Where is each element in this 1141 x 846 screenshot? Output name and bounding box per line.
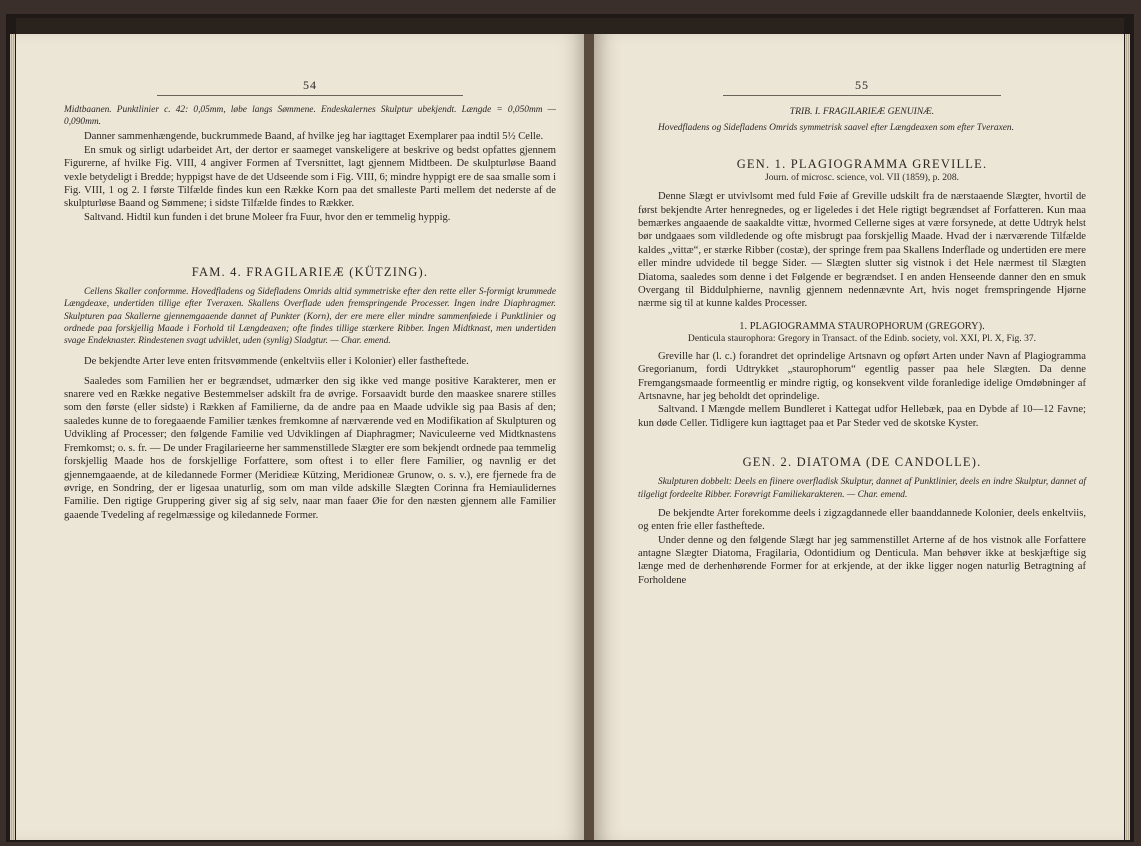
right-page (594, 34, 1124, 840)
species-intro: Midtbaanen. Punktlinier c. 42: 0,05mm, løbe langs Sømmene. Endeskalernes Skulptur ubekjendt. Længde = 0,050mm — 0,090mm. (64, 105, 556, 128)
genus-description: Skulpturen dobbelt: Deels en fiinere overfladisk Skulptur, dannet af Punktlinier, deels en indre Skulptur, dannet af tilgeligt fordeelte Ribber. Forøvrigt Familiekarakteren. — Char. emend. (638, 477, 1086, 500)
right-page-content (638, 78, 1086, 587)
book-spread (6, 14, 1134, 842)
habitat-paragraph: Saltvand. I Mængde mellem Bundleret i Kattegat udfor Hellebæk, paa en Dybde af 10—12 Favne; kun døde Celler. Tidligere kun iagttaget paa et Par Steder ved de skotske Kyster. (638, 404, 1086, 429)
page-edges-right (1125, 34, 1130, 840)
left-page-number: 54 (303, 78, 317, 92)
habitat-paragraph: Saltvand. Hidtil kun funden i det brune Moleer fra Fuur, hvor den er temmelig hyppig. (84, 211, 451, 223)
left-page-content (64, 78, 556, 522)
paragraph: De bekjendte Arter forekomme deels i zigzagdannede eller baanddannede Kolonier, deels enkeltviis, og enten frie eller fastheftede. (638, 507, 1086, 533)
left-page (16, 34, 586, 840)
book-cover-top (16, 18, 1124, 34)
header-rule (723, 95, 1001, 96)
page-edges-left (10, 34, 15, 840)
header-rule (157, 95, 462, 96)
species-heading: 1. PLAGIOGRAMMA STAUROPHORUM (GREGORY). (739, 320, 985, 332)
paragraph: Under denne og den følgende Slægt har jeg sammenstillet Arterne af de hos vistnok alle Forfattere antagne Slægter Diatoma, Fragilaria, Odontidium og Denticula. Man behøver ikke at beskjæftige sig længe med de derhenhørende Former for at erkjende, at der ikke ligger nogen naturlig Betragtning af Forholdene (638, 534, 1086, 586)
paragraph: Greville har (l. c.) forandret det oprindelige Artsnavn og opført Arten under Navn af Plagiogramma Gregorianum, fordi Udtrykket „staurophorum“ egentlig passer paa hele Slægten. Da denne Fremgangsmaade formeentlig er mindre rigtig, og konsekvent vilde foranledige idelige Omdøbninger af Artsnavne, har jeg beholdt det oprindelige. (638, 350, 1086, 403)
genus-reference: Journ. of microsc. science, vol. VII (1859), p. 208. (764, 172, 960, 184)
paragraph: Danner sammenhængende, buckrummede Baand, af hvilke jeg har iagttaget Exemplarer paa indtil 5½ Celle. (84, 131, 544, 143)
paragraph: De bekjendte Arter leve enten fritsvømmende (enkeltviis eller i Kolonier) eller fastheftede. (84, 356, 469, 368)
right-page-number: 55 (855, 78, 869, 92)
paragraph: Saaledes som Familien her er begrændset, udmærker den sig ikke ved mange positive Karakterer, men er snarere ved en Række negative Bestemmelser adskilt fra de øvrige. Forsaavidt burde den maaskee snarere stilles som den første (eller sidste) i Rækken af Familierne, da de andre paa en Maade udvikle sig paa Basis af den; saaledes kunne de to foregaaende Familier tænkes fremkomne af nærværende ved en Modifikation af Skulpturen og Udvikling af Processer; den følgende Familie ved Udviklingen af Diaphragmer; Naviculeerne ved Midtknastens Fremkomst; o. s. fr. — De under Fragilarieerne her sammenstillede Slægter ere som bekjendt ordnede paa temmelig forskjellig Maade hos de forskjellige Forfattere, som oftest i to eller flere Familier, og navnlig er det gjennemgaaende, at de kiledannede Former (Meridieæ Kützing, Meridioneæ Grunow, o. s. v.), ere fjernede fra de øvrige, en Sondring, der er ligesaa unaturlig, som om man vilde adskille Slægten Corinna fra Hemiaulidernes Familie. Den rigtige Gruppering giver sig af sig selv, naar man faaer Øie for den næsten gjennem alle Familier gaaende Tvedeling af regelmæssige og kiledannede Former. (64, 375, 556, 521)
genus-heading: GEN. 2. DIATOMA (DE CANDOLLE). (742, 455, 982, 470)
family-heading: FAM. 4. FRAGILARIEÆ (KÜTZING). (191, 265, 429, 280)
paragraph: Denne Slægt er utvivlsomt med fuld Føie af Greville udskilt fra de nærstaaende Slægter, hvortil de først bekjendte Arter henregnedes, og er ligeledes i det Hele rigtigt begrændset af Forfatteren. Kun maa bemærkes angaaende de saakaldte vittæ, hvormed Cellerne siges at være forsynede, at dette Udtryk helst bør undgaaes som vildledende og ofte misbrugt paa forskjellig Maade. Hvad der i nærværende Tilfælde kaldes „vittæ“, er stærke Ribber (costæ), der springe frem paa Skallens Inderflade og undertiden ere mere eller mindre udvidede til begge Sider. — Slægten slutter sig vistnok i det Hele nærmest til Slægten Diatoma, saaledes som denne i det Følgende er begrændset. I en anden Henseende danner den en smuk Overgang til Biddulphierne, navnlig gjennem nedennævnte Art, hvis noget fremspringende Hjørne nærme sig til at kunne kaldes Processer. (638, 191, 1086, 310)
paragraph: En smuk og sirligt udarbeidet Art, der dertor er saameget vanskeligere at beskrive og bedst opfattes gjennem Figurerne, af hvilke Fig. VIII, 4 angiver Formen af Tversnittet, lagt gjennem Midtbeen. De skulpturløse Baand vexle betydeligt i Bredde; hyppigst have de det Udseende som i Fig. VIII, 6; mindre hyppigt ere de saa smalle som i Fig. VIII, 1 og 2. I første Tilfælde findes kun een Række Korn paa det smalleste Parti mellem det nederste af de skulpturløse Baand og Sømmene; i sidste Tilfælde findes to Rækker. (64, 144, 557, 210)
genus-heading: GEN. 1. PLAGIOGRAMMA GREVILLE. (736, 157, 988, 172)
tribe-description: Hovedfladens og Sidefladens Omrids symmetrisk saavel efter Længdeaxen som efter Tveraxen. (658, 123, 1014, 133)
species-reference: Denticula staurophora: Gregory in Transact. of the Edinb. society, vol. XXI, Pl. X, Fig. 37. (687, 332, 1037, 344)
tribe-heading: TRIB. I. FRAGILARIEÆ GENUINÆ. (789, 106, 935, 117)
family-description: Cellens Skaller conformme. Hovedfladens og Sidefladens Omrids altid symmetriske efter den rette eller S-formigt krummede Længdeaxe, undertiden tillige efter Tveraxen. Skallens Overflade uden fremspringende Processer. Ingen indre Diaphragmer. Skulpturen paa Skallerne gjennemgaaende dannet af Punkter (Korn), der ere mere eller mindre sammenføiede i Punktlinier og ordnede paa forskjellig Maade i Forhold til Længdeaxen; ofte findes tillige stærkere Ribber. Ingen Midtknast, men undertiden svage Endeknaster. Rindestenen svagt udviklet, uden (synlig) Sladgtur. — Char. emend. (64, 287, 556, 347)
